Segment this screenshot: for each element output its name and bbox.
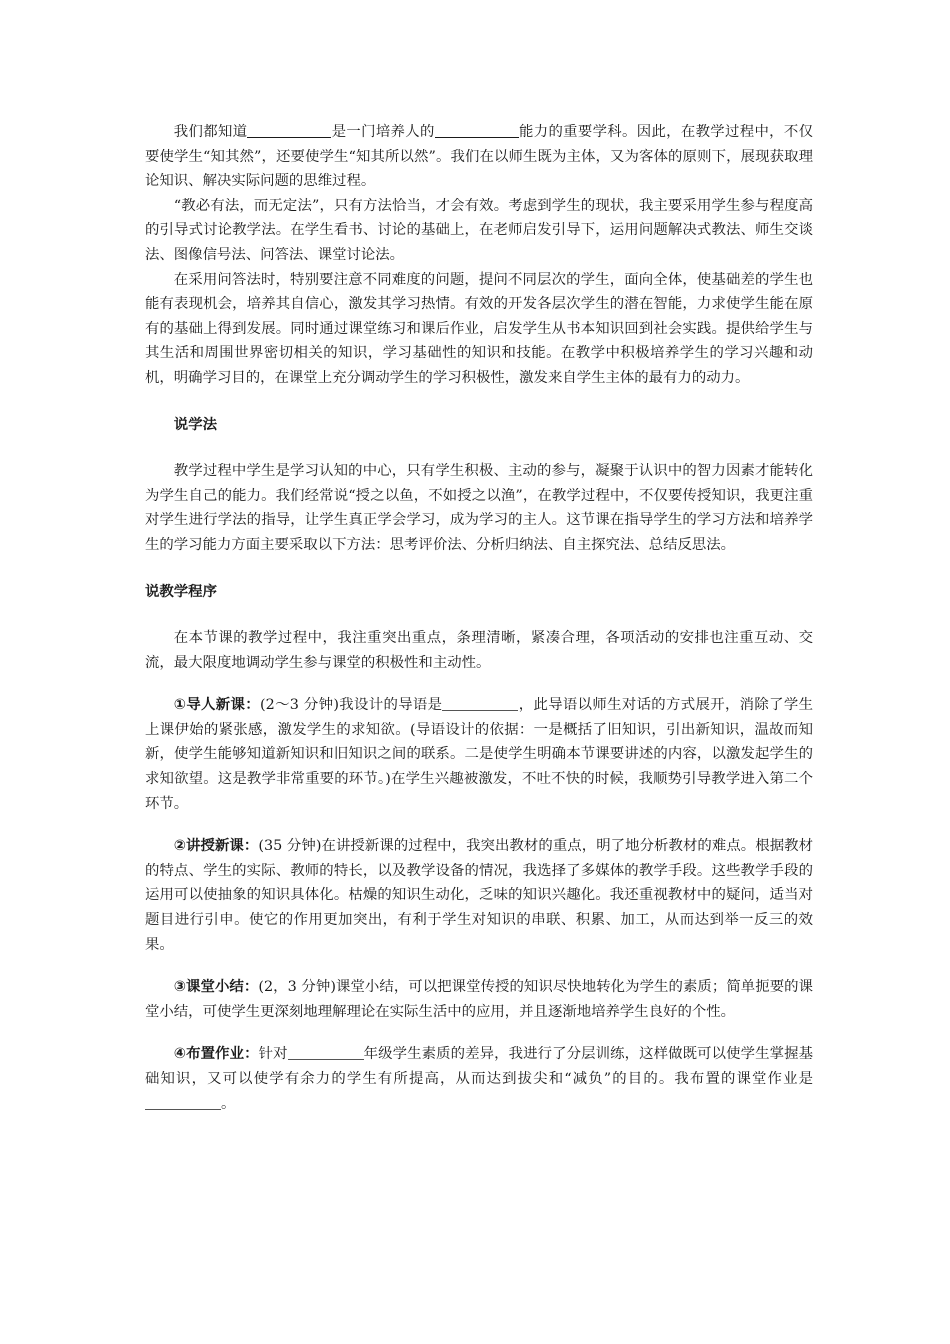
- section-heading-chengxu: 说教学程序: [145, 583, 217, 600]
- paragraph-qa-method: 在采用问答法时，特别要注意不同难度的问题，提问不同层次的学生，面向全体，使基础差的学生也能有表现机会，培养其自信心，激发其学习热情。有效的开发各层次学生的潜在智能，力求使学生能在原有的基础上得到发展。同时通过课堂练习和课后作业，启发学生从书本知识回到社会实践。提供给学生与其生活和周围世界密切相关的知识，学习基础性的知识和技能。在教学中积极培养学生的学习兴趣和动机，明确学习目的，在课堂上充分调动学生的学习积极性，激发来自学生主体的最有力的动力。: [145, 271, 813, 386]
- paragraph-procedure: 在本节课的教学过程中，我注重突出重点，条理清晰，紧凑合理，各项活动的安排也注重互动、交流，最大限度地调动学生参与课堂的积极性和主动性。: [145, 630, 813, 671]
- text: 。: [221, 1095, 236, 1112]
- step-4-title: ④布置作业：: [173, 1046, 259, 1063]
- fill-blank-grade[interactable]: [288, 1045, 364, 1060]
- text: 我们都知道: [173, 124, 248, 140]
- text: 年级学生素质的差异，我进行了分层训练，这样做既可以使学生掌握基础知识，又可以使学有余力的学生有所提高，从而达到拔尖和“减负”的目的。我布置的课堂作业是: [145, 1046, 813, 1087]
- text: 能力的重要学科。因此，在教学过程中，不仅要使学生“知其然”，还要使学生“知其所以然”。我们在以师生既为主体，又为客体的原则下，展现获取理论知识、解决实际问题的思维过程。: [145, 124, 813, 190]
- step-4-homework: [145, 1042, 813, 1116]
- step-2-lecture: [145, 834, 813, 957]
- fill-blank-ability[interactable]: [435, 123, 519, 138]
- fill-blank-homework[interactable]: [145, 1095, 221, 1110]
- paragraph-intro: [145, 120, 813, 194]
- step-1-intro: [145, 693, 813, 816]
- step-3-title: ③课堂小结：: [173, 979, 259, 996]
- text: (35 分钟)在讲授新课的过程中，我突出教材的重点，明了地分析教材的难点。根据教材的特点、学生的实际、教师的特长，以及教学设备的情况，我选择了多媒体的教学手段。这些教学手段的运用可以使抽象的知识具体化。枯燥的知识生动化，乏味的知识兴趣化。我还重视教材中的疑问，适当对题目进行引申。使它的作用更加突出，有利于学生对知识的串联、积累、加工，从而达到举一反三的效果。: [145, 838, 813, 953]
- paragraph-study-method: 教学过程中学生是学习认知的中心，只有学生积极、主动的参与，凝聚于认识中的智力因素才能转化为学生自己的能力。我们经常说“授之以鱼，不如授之以渔”，在教学过程中，不仅要传授知识，我更注重对学生进行学法的指导，让学生真正学会学习，成为学习的主人。这节课在指导学生的学习方法和培养学生的学习能力方面主要采取以下方法：思考评价法、分析归纳法、自主探究法、总结反思法。: [145, 463, 813, 553]
- text: (2～3 分钟)我设计的导语是: [259, 697, 443, 714]
- fill-blank-subject[interactable]: [247, 123, 331, 138]
- text: (2，3 分钟)课堂小结，可以把课堂传授的知识尽快地转化为学生的素质；简单扼要的课堂小结，可使学生更深刻地理解理论在实际生活中的应用，并且逐渐地培养学生良好的个性。: [145, 979, 813, 1020]
- text: 针对: [258, 1046, 288, 1063]
- text: ，此导语以师生对话的方式展开，消除了学生上课伊始的紧张感，激发学生的求知欲。(导语设计的依据：一是概括了旧知识，引出新知识，温故而知新，使学生能够知道新知识和旧知识之间的联系。二是使学生明确本节课要讲述的内容，以激发起学生的求知欲望。这是教学非常重要的环节。)在学生兴趣被激发，不吐不快的时候，我顺势引导教学进入第二个环节。: [145, 697, 813, 812]
- step-1-title: ①导人新课：: [173, 697, 260, 714]
- text: 是一门培养人的: [331, 124, 435, 140]
- paragraph-method: “教必有法，而无定法”，只有方法恰当，才会有效。考虑到学生的现状，我主要采用学生参与程度高的引导式讨论教学法。在学生看书、讨论的基础上，在老师启发引导下，运用问题解决式教法、师生交谈法、图像信号法、问答法、课堂讨论法。: [145, 197, 813, 263]
- section-heading-xuefa: 说学法: [173, 416, 217, 433]
- fill-blank-lead-in[interactable]: [442, 696, 518, 711]
- step-2-title: ②讲授新课：: [173, 838, 259, 855]
- document-page: [145, 120, 813, 1116]
- step-3-summary: [145, 975, 813, 1024]
